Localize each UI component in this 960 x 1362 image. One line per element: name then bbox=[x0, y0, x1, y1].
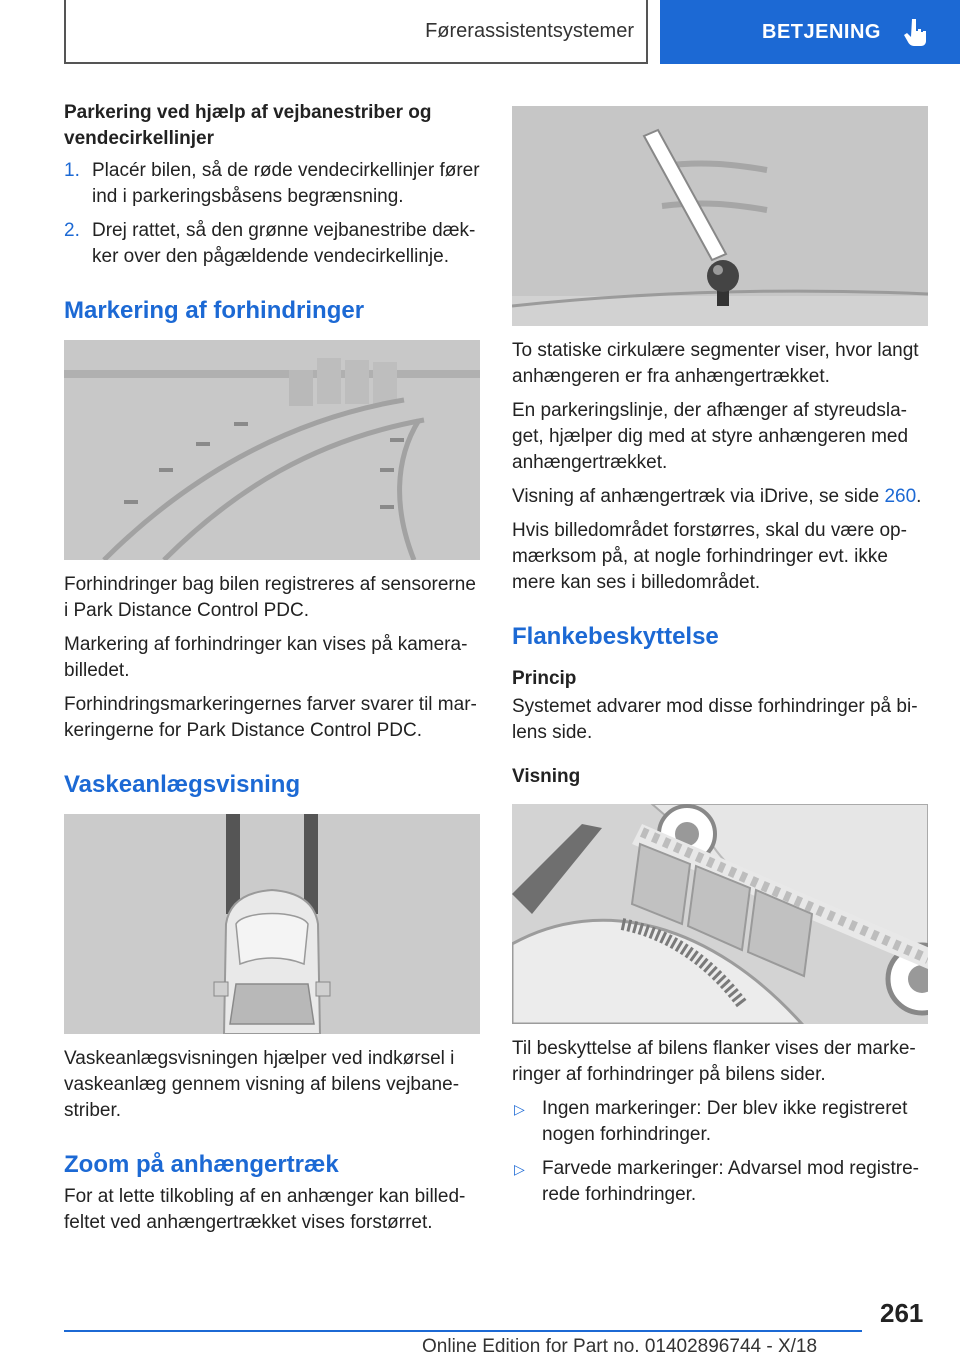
header-section-title: Førerassistentsystemer bbox=[425, 19, 634, 42]
car-wash-view-image bbox=[64, 814, 480, 1034]
paragraph: Til beskyttelse af bilens flanker vises der marke‐ringer af forhindringer på bilens sider. bbox=[512, 1038, 916, 1085]
paragraph: Systemet advarer mod disse forhindringer på bi‐lens side. bbox=[512, 696, 918, 743]
trailer-hitch-zoom-image bbox=[512, 106, 928, 326]
paragraph: Vaskeanlægsvisningen hjælper ved indkørsel i vaskeanlæg gennem visning af bilens vejbane‐striber. bbox=[64, 1048, 460, 1121]
header-chapter-title: BETJENING bbox=[762, 20, 881, 43]
paragraph: En parkeringslinje, der afhænger af styreudsla‐get, hjælper dig med at styre anhængeren med anhængertrækket. bbox=[512, 400, 909, 473]
obstacle-marking-image bbox=[64, 340, 480, 560]
heading-parkering: Parkering ved hjælp af vejbanestriber og vendecirkellinjer bbox=[64, 102, 432, 149]
list-item bbox=[512, 1096, 928, 1148]
right-column bbox=[512, 106, 928, 1216]
heading-visning: Visning bbox=[512, 766, 581, 787]
heading-vaske: Vaskeanlægsvisning bbox=[64, 771, 301, 798]
footer-divider bbox=[64, 1330, 862, 1332]
heading-princip: Princip bbox=[512, 668, 577, 689]
list-text: Farvede markeringer: Advarsel mod registre‐rede forhindringer. bbox=[542, 1158, 919, 1205]
flank-protection-image bbox=[512, 804, 928, 1024]
list-text: Placér bilen, så de røde vendecirkellinjer fører ind i parkeringsbåsens begrænsning. bbox=[92, 160, 480, 207]
heading-flanke: Flankebeskyttelse bbox=[512, 623, 719, 650]
triangle-bullet-icon: ▷ bbox=[514, 1161, 525, 1177]
paragraph: Forhindringsmarkeringernes farver svarer til mar‐keringerne for Park Distance Control PDC. bbox=[64, 694, 477, 741]
paragraph: For at lette tilkobling af en anhænger kan billed‐feltet ved anhængertrækket vises forstørret. bbox=[64, 1186, 466, 1233]
list-text: Drej rattet, så den grønne vejbanestribe dæk‐ker over den pågældende vendecirkellinje. bbox=[92, 220, 476, 267]
page-number: 261 bbox=[880, 1298, 924, 1328]
page-reference-link[interactable]: 260 bbox=[884, 486, 917, 507]
list-text: Ingen markeringer: Der blev ikke registreret nogen forhindringer. bbox=[542, 1098, 908, 1145]
footer-edition: Online Edition for Part no. 01402896744 - X/18 bbox=[422, 1336, 818, 1357]
heading-markering: Markering af forhindringer bbox=[64, 297, 365, 324]
paragraph: Markering af forhindringer kan vises på kamera‐billedet. bbox=[64, 634, 468, 681]
list-number: 1. bbox=[64, 160, 80, 181]
triangle-bullet-icon: ▷ bbox=[514, 1101, 525, 1117]
list-number: 2. bbox=[64, 220, 80, 241]
header-section bbox=[64, 0, 648, 64]
list-item bbox=[512, 1156, 928, 1208]
paragraph-text: . bbox=[916, 486, 922, 507]
paragraph: Hvis billedområdet forstørres, skal du være op‐mærksom på, at nogle forhindringer evt. ikke mere kan ses i billedområdet. bbox=[512, 520, 907, 593]
heading-zoom: Zoom på anhængertræk bbox=[64, 1151, 339, 1178]
paragraph: Forhindringer bag bilen registreres af sensorerne i Park Distance Control PDC. bbox=[64, 574, 476, 621]
list-item bbox=[64, 218, 480, 270]
list-item bbox=[64, 158, 480, 210]
paragraph-text: Visning af anhængertræk via iDrive, se side bbox=[512, 486, 885, 507]
paragraph-with-link bbox=[512, 484, 928, 510]
header-chapter bbox=[660, 0, 960, 64]
left-column bbox=[64, 100, 480, 1244]
paragraph: To statiske cirkulære segmenter viser, hvor langt anhængeren er fra anhængertrækket. bbox=[512, 340, 919, 387]
pointing-hand-icon bbox=[903, 17, 929, 47]
